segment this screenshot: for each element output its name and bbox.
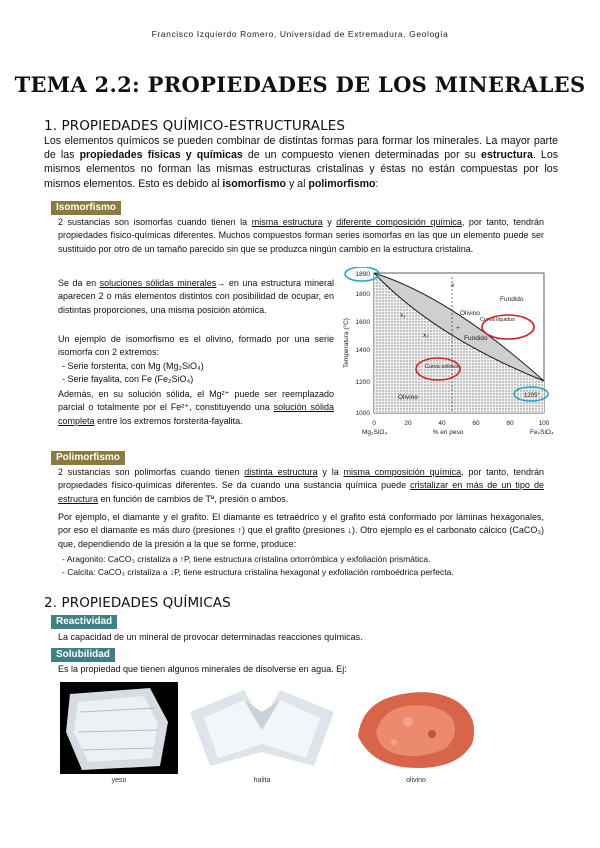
plus-label: + <box>456 325 460 332</box>
y-tick: 1890 <box>355 271 370 278</box>
y-tick: 1600 <box>355 319 370 326</box>
x-left-label: Mg₂SiO₄ <box>362 429 388 436</box>
x-mid-label: % en peso <box>432 429 464 436</box>
y-tick: 1000 <box>355 410 370 417</box>
halita-caption: halita <box>253 777 271 784</box>
y-axis-label: Temperatura (°C) <box>343 318 350 368</box>
curva-solidus-label: Curva solidus <box>425 364 459 370</box>
x-right-label: Fe₂SiO₄ <box>530 429 554 436</box>
list-item: - Aragonito: CaCO₃ cristaliza a ↑P, tiene estructura cristalina ortorrómbica y exfoliación prismática. <box>62 553 552 566</box>
page-title: TEMA 2.2: PROPIEDADES DE LOS MINERALES <box>14 72 586 97</box>
olivino-caption: olivino <box>406 777 426 784</box>
x-tick: 20 <box>404 420 412 427</box>
list-item: - Calcita: CaCO₃ cristaliza a ↓P, tiene estructura cristalina hexagonal y exfoliación romboédrica perfecta. <box>62 566 552 579</box>
y-tick: 1800 <box>355 291 370 298</box>
solubilidad-text: Es la propiedad que tienen algunos minerales de disolverse en agua. Ej: <box>58 664 347 674</box>
section1-intro: Los elementos químicos se pueden combinar de distintas formas para formar los minerales. La mayor parte de las propiedades físicas y químicas de un compuesto vienen determinadas por su estructura. Los mismos elementos no forman las mismas estructuras cristalinas y éstas no están compuestas por los mismos elementos. Esto es debido al isomorfismo y al polimorfismo: <box>44 135 559 190</box>
olivino-bottom-label: Olivino <box>398 394 418 401</box>
x-marker: x <box>451 282 455 289</box>
t1205-label: 1205° <box>524 393 540 399</box>
polimorfismo-p1: 2 sustancias son polimorfas cuando tienen distinta estructura y la misma composición química, por tanto, tendrán propiedades físico-químicas diferentes. Se da cuando una sustancia química puede cristalizar en más de un tipo de estructura en función de cambios de Tª, presión o ambos. <box>58 467 544 504</box>
olivino-photo <box>348 682 484 774</box>
section2-heading: 2. PROPIEDADES QUÍMICAS <box>44 595 231 611</box>
x-tick: 40 <box>438 420 446 427</box>
x-tick: 100 <box>538 420 550 427</box>
isomorfismo-p2: Se da en soluciones sólidas minerales→ en una estructura mineral aparecen 2 o más elementos distintos con posibilidad de ocupar, en distintas proporciones, una misma posición atómica. <box>58 278 335 315</box>
y-tick: 1200 <box>355 379 370 386</box>
list-item: - Serie forsterita, con Mg (Mg₂SiO₄) <box>62 360 332 373</box>
carbonato-list <box>62 553 552 578</box>
y-tick: 1400 <box>355 347 370 354</box>
halita-photo <box>184 682 340 774</box>
section1-heading: 1. PROPIEDADES QUÍMICO-ESTRUCTURALES <box>44 118 346 134</box>
isomorfismo-p4: Además, en su solución sólida, el Mg²⁺ puede ser reemplazado parcial o totalmente por el Fe²⁺, constituyendo una solución sólida completa entre los extremos forsterita-fayalita. <box>58 389 334 426</box>
olivine-phase-diagram <box>340 267 558 445</box>
x-tick: 80 <box>506 420 514 427</box>
polimorfismo-p2: Por ejemplo, el diamante y el grafito. El diamante es tetraédrico y el grafito está conformado por láminas hexagonales, por eso el diamante es más duro (presiones ↑) que el grafito (presiones ↓). Otro ejemplo es el carbonato cálcico (CaCO₃) que, dependiendo de la presión a la que se forme, produce: <box>58 512 544 549</box>
reactividad-tag: Reactividad <box>51 615 117 629</box>
fundido2-label: Fundido <box>464 335 488 342</box>
x-tick: 60 <box>472 420 480 427</box>
polimorfismo-tag: Polimorfismo <box>51 451 125 465</box>
curva-liquidus-label: Curva liquidus <box>480 317 515 323</box>
x1-marker: x₁ <box>400 312 406 319</box>
page-header: Francisco Izquierdo Romero. Universidad de Extremadura. Geología <box>151 29 449 39</box>
solubilidad-tag: Solubilidad <box>51 648 115 662</box>
olivino-top-label: Olivino <box>460 310 480 317</box>
x2-marker: x₂ <box>423 332 429 339</box>
isomorfismo-tag: Isomorfismo <box>51 201 121 215</box>
reactividad-text: La capacidad de un mineral de provocar determinadas reacciones químicas. <box>58 632 363 642</box>
list-item: - Serie fayalita, con Fe (Fe₂SiO₄) <box>62 373 332 386</box>
fundido-label: Fundido <box>500 296 524 303</box>
olivino-series-list <box>62 360 332 385</box>
x-tick: 0 <box>372 420 376 427</box>
yeso-photo <box>60 682 178 774</box>
isomorfismo-p3: Un ejemplo de isomorfismo es el olivino, formado por una serie isomorfa con 2 extremos: <box>58 334 334 358</box>
isomorfismo-p1: 2 sustancias son isomorfas cuando tienen la misma estructura y diferente composición química, por tanto, tendrán propiedades físico-químicas diferentes. Muchos compuestos forman series isomorfas en las que un elemento puede ser sustituido por otro de un tamaño parecido sin que se produzca ningún cambio en la estructura cristalina. <box>58 217 544 254</box>
yeso-caption: yeso <box>111 777 127 784</box>
